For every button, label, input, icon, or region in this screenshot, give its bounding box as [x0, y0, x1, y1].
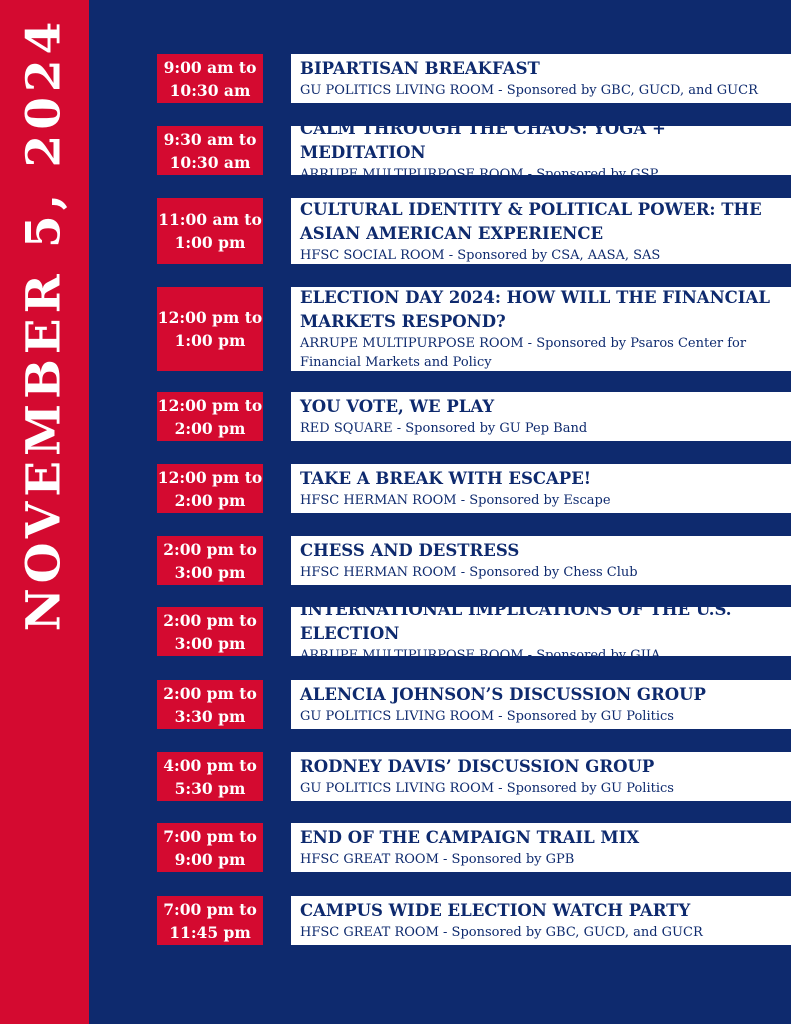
event-end-time: 10:30 am — [169, 152, 251, 172]
event-info-box — [291, 680, 791, 729]
event-row — [0, 600, 791, 663]
event-location: GU POLITICS LIVING ROOM - Sponsored by GU Politics — [300, 781, 674, 796]
event-location: GU POLITICS LIVING ROOM - Sponsored by GBC, GUCD, and GUCR — [300, 83, 758, 98]
event-row — [0, 752, 791, 801]
event-start-time: 9:30 am to — [163, 129, 257, 149]
event-start-time: 9:00 am to — [163, 57, 257, 77]
event-time-box — [157, 464, 263, 513]
event-info-box — [291, 752, 791, 801]
event-start-time: 12:00 pm to — [157, 395, 263, 415]
event-time-box — [157, 896, 263, 945]
event-title: INTERNATIONAL IMPLICATIONS OF THE U.S. ELECTION — [300, 600, 732, 643]
event-title: ALENCIA JOHNSON’S DISCUSSION GROUP — [300, 685, 706, 704]
event-time-box — [157, 752, 263, 801]
event-info-box — [291, 823, 791, 872]
event-start-time: 2:00 pm to — [163, 539, 257, 559]
event-end-time: 2:00 pm — [174, 490, 246, 510]
event-location: HFSC GREAT ROOM - Sponsored by GPB — [300, 852, 575, 867]
event-title: CALM THROUGH THE CHAOS: YOGA + MEDITATION — [300, 119, 666, 162]
event-end-time: 3:00 pm — [174, 562, 246, 582]
event-location: GU POLITICS LIVING ROOM - Sponsored by GU Politics — [300, 709, 674, 724]
event-info-box — [291, 54, 791, 103]
event-row — [0, 54, 791, 103]
event-title: END OF THE CAMPAIGN TRAIL MIX — [300, 828, 640, 847]
event-end-time: 11:45 pm — [169, 922, 251, 942]
event-time-box — [157, 823, 263, 872]
event-location: HFSC SOCIAL ROOM - Sponsored by CSA, AASA, SAS — [300, 247, 661, 263]
event-end-time: 3:00 pm — [174, 633, 246, 653]
event-end-time: 2:00 pm — [174, 418, 246, 438]
event-row — [0, 392, 791, 441]
event-title: YOU VOTE, WE PLAY — [300, 397, 495, 416]
event-row — [0, 287, 791, 371]
event-title: CULTURAL IDENTITY & POLITICAL POWER: THE ASIAN AMERICAN EXPERIENCE — [300, 199, 762, 243]
event-start-time: 7:00 pm to — [163, 826, 257, 846]
event-time-box — [157, 536, 263, 585]
event-row — [0, 536, 791, 585]
event-end-time: 10:30 am — [169, 80, 251, 100]
event-info-box — [291, 392, 791, 441]
event-time-box — [157, 392, 263, 441]
event-end-time: 1:00 pm — [174, 233, 246, 252]
event-start-time: 2:00 pm to — [163, 683, 257, 703]
event-time-box — [157, 680, 263, 729]
event-time-box — [157, 607, 263, 656]
event-row — [0, 823, 791, 872]
event-start-time: 2:00 pm to — [163, 610, 257, 630]
event-time-box — [157, 198, 263, 264]
event-start-time: 11:00 am to — [158, 210, 262, 229]
event-row — [0, 896, 791, 945]
date-title: NOVEMBER 5, 2024 — [16, 16, 72, 632]
event-time-box — [157, 54, 263, 103]
event-row — [0, 464, 791, 513]
event-location: HFSC GREAT ROOM - Sponsored by GBC, GUCD, and GUCR — [300, 925, 703, 940]
event-info-box — [291, 287, 791, 371]
event-info-box — [291, 119, 791, 182]
event-row — [0, 198, 791, 264]
event-title: CAMPUS WIDE ELECTION WATCH PARTY — [300, 901, 691, 920]
event-title: ELECTION DAY 2024: HOW WILL THE FINANCIAL MARKETS RESPOND? — [300, 288, 770, 331]
event-location: HFSC HERMAN ROOM - Sponsored by Chess Club — [300, 565, 638, 580]
event-location: ARRUPE MULTIPURPOSE ROOM - Sponsored by Psaros Center for Financial Markets and Policy — [300, 336, 747, 370]
event-start-time: 12:00 pm to — [157, 467, 263, 487]
event-row — [0, 119, 791, 182]
event-end-time: 9:00 pm — [174, 849, 246, 869]
event-row — [0, 680, 791, 729]
event-location: ARRUPE MULTIPURPOSE ROOM - Sponsored by GSP — [300, 167, 659, 182]
event-info-box — [291, 198, 791, 264]
event-info-box — [291, 536, 791, 585]
event-info-box — [291, 600, 791, 663]
event-start-time: 12:00 pm to — [157, 308, 263, 327]
event-title: CHESS AND DESTRESS — [300, 541, 520, 560]
event-info-box — [291, 464, 791, 513]
event-title: TAKE A BREAK WITH ESCAPE! — [300, 469, 592, 488]
event-title: RODNEY DAVIS’ DISCUSSION GROUP — [300, 757, 655, 776]
event-start-time: 7:00 pm to — [163, 899, 257, 919]
event-location: HFSC HERMAN ROOM - Sponsored by Escape — [300, 493, 611, 508]
event-title: BIPARTISAN BREAKFAST — [300, 59, 540, 78]
event-time-box — [157, 126, 263, 175]
event-info-box — [291, 896, 791, 945]
event-end-time: 3:30 pm — [174, 706, 246, 726]
event-time-box — [157, 287, 263, 371]
event-start-time: 4:00 pm to — [163, 755, 257, 775]
event-end-time: 1:00 pm — [174, 331, 246, 350]
event-end-time: 5:30 pm — [174, 778, 246, 798]
event-location: ARRUPE MULTIPURPOSE ROOM - Sponsored by GJIA — [300, 648, 661, 663]
event-location: RED SQUARE - Sponsored by GU Pep Band — [300, 421, 588, 436]
